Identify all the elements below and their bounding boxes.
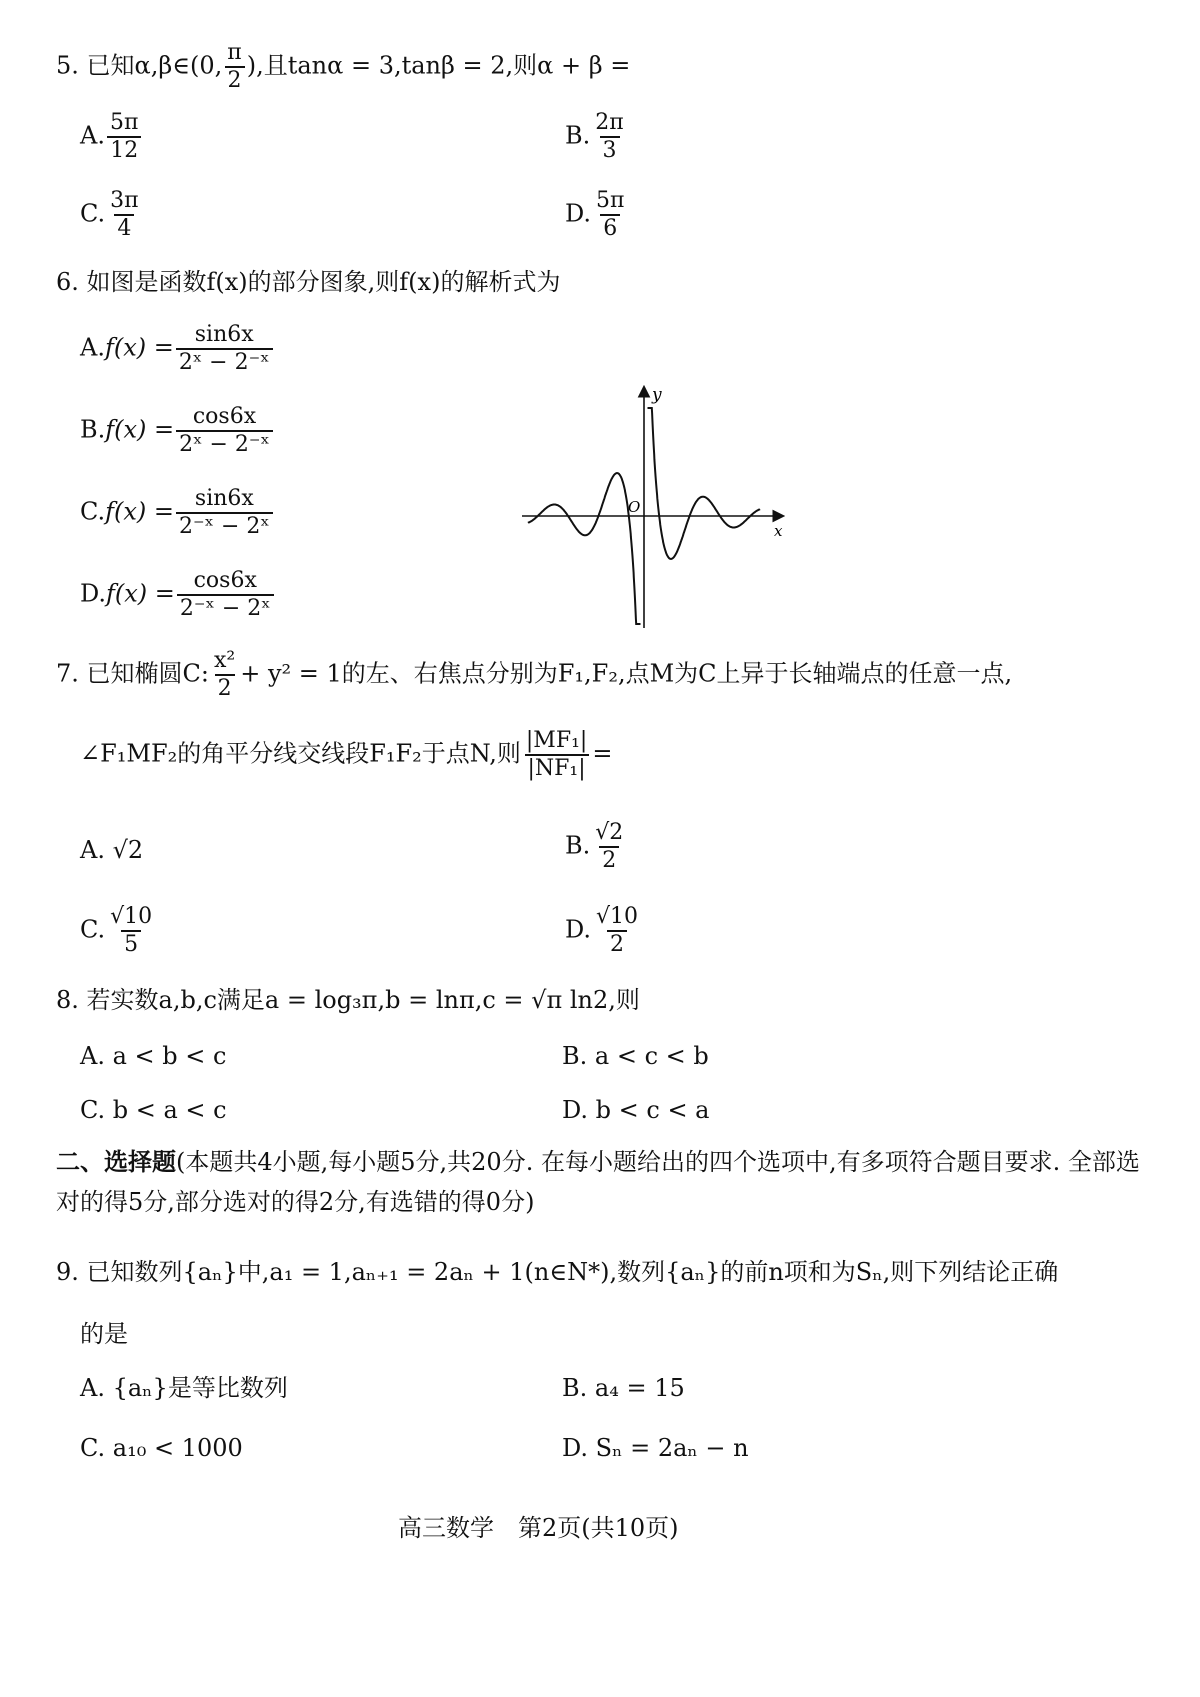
q6-option-d-lhs: f(x) = — [106, 579, 175, 608]
q5-a-num: 5π — [109, 110, 139, 135]
q6-a-den: 2ˣ − 2⁻ˣ — [176, 348, 273, 376]
q8-option-a: A. a < b < c — [80, 1042, 227, 1070]
q6-d-num: cos6x — [193, 568, 257, 593]
q5-option-b-frac — [592, 110, 626, 164]
q7-option-c — [80, 904, 157, 958]
q7-line1-part-b: + y² = 1的左、右焦点分别为F₁,F₂,点M为C上异于长轴端点的任意一点, — [240, 659, 1013, 688]
q5-stem-fraction — [224, 40, 244, 94]
q8-option-d: D. b < c < a — [562, 1096, 710, 1124]
q5-option-a-frac — [107, 110, 141, 164]
q7-ellipse-fraction — [211, 648, 238, 702]
q6-b-num: cos6x — [192, 404, 257, 429]
q5-option-d-frac — [593, 188, 627, 242]
q5-d-num: 5π — [596, 188, 625, 213]
q9-option-b: B. a₄ = 15 — [562, 1374, 685, 1402]
q7-b-den: 2 — [599, 846, 619, 874]
q7-ratio-num: |MF₁| — [525, 728, 588, 753]
q7-ratio-fraction — [523, 728, 590, 782]
q7-d-den: 2 — [607, 930, 627, 958]
q6-option-a-label: A. — [80, 333, 105, 362]
q7-line2 — [80, 728, 612, 782]
q7-c-num: √10 — [110, 904, 153, 929]
q5-stem-part-b: ),且tanα = 3,tanβ = 2,则α + β = — [246, 51, 631, 80]
section-2-header — [56, 1142, 1146, 1222]
q6-d-den: 2⁻ˣ − 2ˣ — [177, 594, 274, 622]
q5-stem-part-a: 5. 已知α,β∈(0, — [56, 51, 223, 80]
q5-stem — [56, 40, 630, 94]
q6-option-b — [80, 404, 275, 458]
q6-option-c-frac — [176, 486, 273, 540]
q9-option-d: D. Sₙ = 2aₙ − n — [562, 1434, 749, 1462]
q5-option-c-frac — [107, 188, 141, 242]
origin-label: O — [628, 498, 641, 516]
q5-option-a — [80, 110, 143, 164]
q7-line2-part-a: ∠F₁MF₂的角平分线交线段F₁F₂于点N,则 — [80, 739, 521, 768]
q6-option-d — [80, 568, 276, 622]
q7-option-b — [565, 820, 628, 874]
section-2-description: (本题共4小题,每小题5分,共20分. 在每小题给出的四个选项中,有多项符合题目要求. 全部选对的得5分,部分选对的得2分,有选错的得0分) — [56, 1148, 1140, 1216]
q5-stem-frac-den: 2 — [225, 66, 245, 94]
q7-frac-num: x² — [213, 648, 236, 673]
q7-d-num: √10 — [596, 904, 639, 929]
q6-function-graph — [520, 380, 800, 630]
section-2-title: 二、选择题 — [56, 1147, 176, 1176]
q5-option-d — [565, 188, 629, 242]
q7-option-d-frac — [593, 904, 641, 958]
q7-option-a-text: √2 — [112, 836, 144, 864]
q6-option-d-frac — [177, 568, 274, 622]
page-footer: 高三数学 第2页(共10页) — [398, 1514, 679, 1542]
q6-option-a — [80, 322, 275, 376]
q5-option-b-label: B. — [565, 121, 591, 150]
q8-option-b: B. a < c < b — [562, 1042, 709, 1070]
q6-option-c-lhs: f(x) = — [105, 497, 175, 526]
q5-option-c-label: C. — [80, 199, 106, 228]
q5-c-num: 3π — [110, 188, 139, 213]
q7-line1-part-a: 7. 已知椭圆C: — [56, 659, 209, 688]
q7-option-c-frac — [107, 904, 155, 958]
q6-option-d-label: D. — [80, 579, 107, 608]
q7-option-d — [565, 904, 643, 958]
q9-option-a: A. {aₙ}是等比数列 — [80, 1374, 288, 1402]
q6-option-b-lhs: f(x) = — [105, 415, 175, 444]
q5-stem-frac-num: π — [227, 40, 242, 65]
q7-line2-part-b: = — [592, 739, 613, 768]
q7-option-b-frac — [592, 820, 626, 874]
q6-option-b-frac — [176, 404, 273, 458]
q9-line2: 的是 — [80, 1320, 128, 1348]
q7-option-b-label: B. — [565, 831, 591, 860]
q6-c-den: 2⁻ˣ − 2ˣ — [176, 512, 273, 540]
q8-option-c: C. b < a < c — [80, 1096, 227, 1124]
q7-line1 — [56, 648, 1012, 702]
q7-frac-den: 2 — [215, 674, 235, 702]
q5-b-num: 2π — [595, 110, 624, 135]
q7-c-den: 5 — [121, 930, 141, 958]
q7-option-a-label: A. — [80, 836, 105, 864]
q6-option-a-lhs: f(x) = — [104, 333, 174, 362]
q6-a-num: sin6x — [194, 322, 254, 347]
q5-d-den: 6 — [600, 214, 620, 242]
q6-option-c — [80, 486, 275, 540]
q5-option-a-label: A. — [80, 121, 105, 150]
q8-stem: 8. 若实数a,b,c满足a = log₃π,b = lnπ,c = √π ln2,则 — [56, 986, 640, 1014]
q9-option-c: C. a₁₀ < 1000 — [80, 1434, 243, 1462]
q5-option-b — [565, 110, 629, 164]
q6-c-num: sin6x — [194, 486, 254, 511]
q6-option-b-label: B. — [80, 415, 106, 444]
q9-line1: 9. 已知数列{aₙ}中,a₁ = 1,aₙ₊₁ = 2aₙ + 1(n∈N*),数列{aₙ}的前n项和为Sₙ,则下列结论正确 — [56, 1258, 1059, 1286]
q7-option-d-label: D. — [565, 915, 592, 944]
q6-option-c-label: C. — [80, 497, 106, 526]
q6-b-den: 2ˣ − 2⁻ˣ — [176, 430, 273, 458]
y-axis-label: y — [652, 385, 662, 405]
q5-option-d-label: D. — [565, 199, 592, 228]
q6-stem: 6. 如图是函数f(x)的部分图象,则f(x)的解析式为 — [56, 268, 561, 296]
q7-ratio-den: |NF₁| — [525, 754, 589, 782]
q5-c-den: 4 — [114, 214, 134, 242]
q5-b-den: 3 — [600, 136, 620, 164]
q7-option-c-label: C. — [80, 915, 106, 944]
q5-a-den: 12 — [107, 136, 141, 164]
q7-option-a — [80, 834, 143, 866]
q7-b-num: √2 — [595, 820, 624, 845]
q5-option-c — [80, 188, 144, 242]
q6-option-a-frac — [176, 322, 273, 376]
x-axis-label: x — [774, 522, 783, 540]
